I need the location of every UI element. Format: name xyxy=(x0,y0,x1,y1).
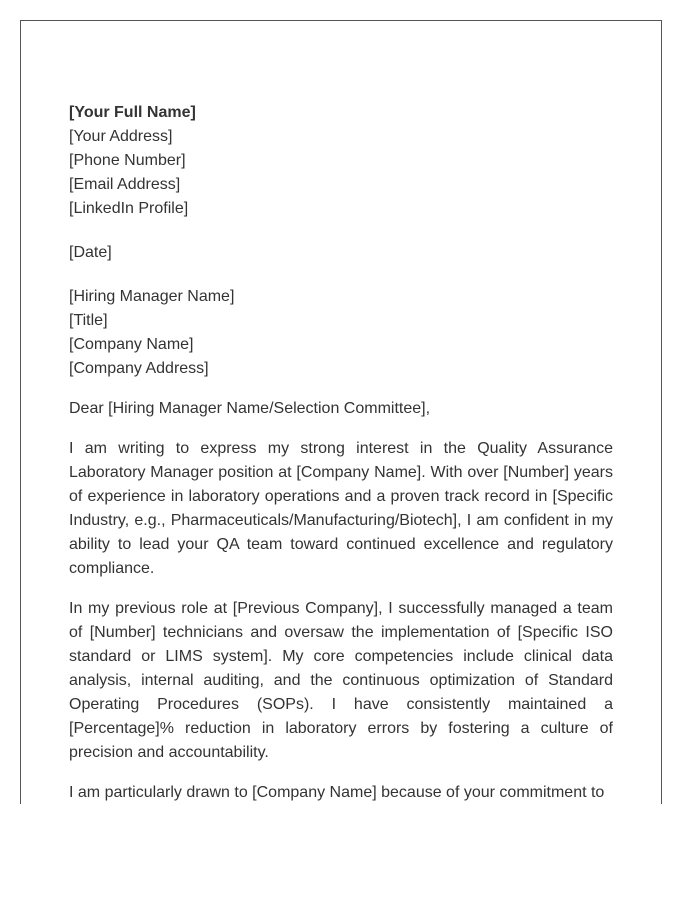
letter-date: [Date] xyxy=(69,244,112,261)
recipient-title: [Title] xyxy=(69,312,108,329)
recipient-manager: [Hiring Manager Name] xyxy=(69,288,235,305)
body-paragraph-1: I am writing to express my strong interest in the Quality Assurance Laboratory Manager position at [Company Name]. With over [Number] years of experience in laboratory operations and a proven track record in [Specific Industry, e.g., Pharmaceuticals/Manufacturing/Biotech], I am confident in my ability to lead your QA team toward continued excellence and regulatory compliance. xyxy=(69,440,613,577)
letter-body xyxy=(69,101,613,804)
recipient-company: [Company Name] xyxy=(69,336,194,353)
sender-block xyxy=(69,101,613,221)
sender-linkedin: [LinkedIn Profile] xyxy=(69,200,189,217)
body-paragraph-3: I am particularly drawn to [Company Name] because of your commitment to xyxy=(69,784,605,801)
sender-phone: [Phone Number] xyxy=(69,152,186,169)
salutation: Dear [Hiring Manager Name/Selection Committee], xyxy=(69,400,431,417)
recipient-address: [Company Address] xyxy=(69,360,209,377)
sender-email: [Email Address] xyxy=(69,176,181,193)
body-paragraph-2: In my previous role at [Previous Company], I successfully managed a team of [Number] technicians and oversaw the implementation of [Specific ISO standard or LIMS system]. My core competencies include clinical data analysis, internal auditing, and the continuous optimization of Standard Operating Procedures (SOPs). I have consistently maintained a [Percentage]% reduction in laboratory errors by fostering a culture of precision and accountability. xyxy=(69,600,613,761)
sender-address: [Your Address] xyxy=(69,128,173,145)
recipient-block xyxy=(69,285,613,381)
sender-name: [Your Full Name] xyxy=(69,104,196,121)
document-page xyxy=(20,20,662,804)
